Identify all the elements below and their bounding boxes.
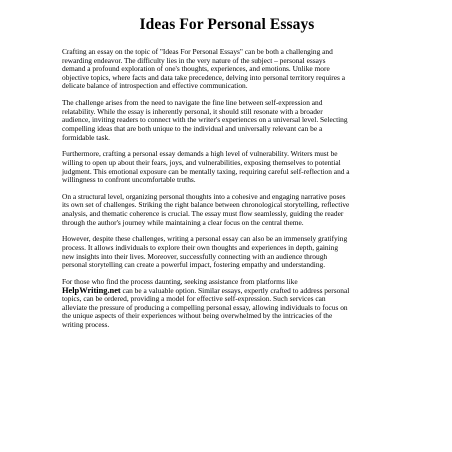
paragraph-line: its own set of challenges. Striking the right balance between chronological storytelling, reflective [62, 200, 350, 210]
paragraph-line: willingness to confront uncomfortable truths. [62, 175, 196, 185]
paragraph-line: through the author's journey while maintaining a clear focus on the central theme. [62, 217, 304, 227]
paragraph-line: delicate balance of introspection and effective communication. [62, 81, 248, 91]
paragraph-line: can be a valuable option. Similar essays, expertly crafted to address personal [120, 285, 350, 295]
paragraph-line: formidable task. [62, 132, 111, 142]
paragraph-line: The challenge arises from the need to navigate the fine line between self-expression and [62, 98, 323, 108]
paragraph-line: audience, inviting readers to connect with the writer's experiences on a universal level. Selecting [62, 115, 348, 125]
paragraph-line: demand a profound exploration of one's thoughts, experiences, and emotions. Unlike more [62, 64, 330, 74]
paragraph-6 [62, 278, 392, 330]
paragraph-line: For those who find the process daunting, seeking assistance from platforms like [62, 277, 298, 286]
paragraph-line: relatability. While the essay is inherently personal, it should still resonate with a broader [62, 106, 323, 116]
paragraph-line: the unique aspects of their experiences without being overwhelmed by the intricacies of the [62, 311, 333, 321]
paragraph-1 [62, 48, 392, 91]
paragraph-line: topics, can be ordered, providing a model for effective self-expression. Such services can [62, 294, 326, 304]
paragraph-line: process. It allows individuals to explore their own thoughts and experiences in depth, gaining [62, 243, 339, 253]
paragraph-2 [62, 99, 392, 142]
paragraph-line: However, despite these challenges, writing a personal essay can also be an immensely gratifying [62, 234, 348, 244]
paragraph-line: personal storytelling can create a powerful impact, fostering empathy and understanding. [62, 260, 326, 270]
paragraph-4 [62, 193, 392, 227]
paragraph-line: alleviate the pressure of producing a compelling personal essay, allowing individuals to focus on [62, 302, 348, 312]
paragraph-line: Furthermore, crafting a personal essay demands a high level of vulnerability. Writers must be [62, 149, 338, 159]
document-title: Ideas For Personal Essays [139, 16, 315, 33]
paragraph-line: judgment. This emotional exposure can be mentally taxing, requiring careful self-reflection and a [62, 166, 350, 176]
paragraph-line: writing process. [62, 319, 110, 329]
paragraph-line: analysis, and thematic coherence is crucial. The essay must flow seamlessly, guiding the reader [62, 209, 344, 219]
brand-name: HelpWriting.net [62, 285, 121, 295]
paragraph-line: On a structural level, organizing personal thoughts into a cohesive and engaging narrative poses [62, 191, 346, 201]
paragraph-line: objective topics, where facts and data take precedence, delving into personal territory requires a [62, 72, 345, 82]
paragraph-3 [62, 150, 392, 184]
paragraph-5 [62, 235, 392, 269]
paragraph-line: willing to open up about their fears, joys, and vulnerabilities, exposing themselves to potential [62, 157, 341, 167]
paragraph-line: rewarding endeavor. The difficulty lies in the very nature of the subject – personal essays [62, 55, 326, 65]
paragraph-line: Crafting an essay on the topic of "Ideas For Personal Essays" can be both a challenging and [62, 47, 333, 56]
paragraph-line: new insights into their lives. Moreover, successfully connecting with an audience through [62, 251, 328, 261]
paragraph-line: compelling ideas that are both unique to the individual and universally relevant can be a [62, 123, 323, 133]
